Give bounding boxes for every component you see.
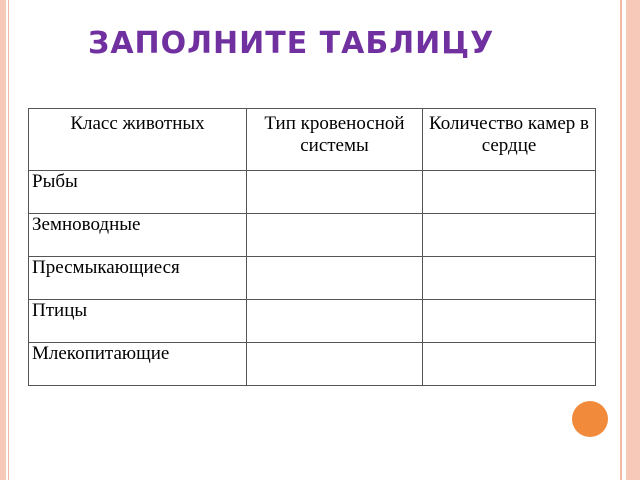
- circulation-cell[interactable]: [247, 343, 423, 386]
- row-label-cell: [29, 171, 247, 214]
- left-decor-line: [8, 0, 9, 480]
- circulation-cell[interactable]: [247, 171, 423, 214]
- row-label-cell: [29, 343, 247, 386]
- circulation-cell[interactable]: [247, 214, 423, 257]
- row-label: Птицы: [32, 300, 88, 321]
- table-row: [29, 343, 596, 386]
- header-label-class: Класс животных: [70, 113, 205, 134]
- worksheet-table: [28, 108, 596, 386]
- right-decor-line: [620, 0, 622, 480]
- chambers-cell[interactable]: [423, 343, 596, 386]
- circulation-cell[interactable]: [247, 257, 423, 300]
- chambers-cell[interactable]: [423, 257, 596, 300]
- row-label: Рыбы: [32, 171, 78, 192]
- table-header-row: [29, 109, 596, 171]
- header-cell-chambers: [423, 109, 596, 171]
- header-cell-circulation: [247, 109, 423, 171]
- row-label-cell: [29, 300, 247, 343]
- header-label-chambers: Количество камер в сердце: [429, 113, 589, 156]
- chambers-cell[interactable]: [423, 171, 596, 214]
- row-label-cell: [29, 257, 247, 300]
- table-row: [29, 171, 596, 214]
- circulation-cell[interactable]: [247, 300, 423, 343]
- row-label-cell: [29, 214, 247, 257]
- row-label: Пресмыкающиеся: [32, 257, 180, 278]
- right-decor-stripe: [626, 0, 640, 480]
- left-decor-stripe: [0, 0, 6, 480]
- header-cell-class: [29, 109, 247, 171]
- chambers-cell[interactable]: [423, 214, 596, 257]
- chambers-cell[interactable]: [423, 300, 596, 343]
- table-row: [29, 300, 596, 343]
- table-row: [29, 257, 596, 300]
- row-label: Млекопитающие: [32, 343, 170, 364]
- orange-circle-icon: [572, 401, 608, 437]
- slide-title: ЗАПОЛНИТЕ ТАБЛИЦУ: [88, 26, 495, 61]
- row-label: Земноводные: [32, 214, 141, 235]
- header-label-circulation: Тип кровеносной системы: [264, 113, 405, 156]
- table-row: [29, 214, 596, 257]
